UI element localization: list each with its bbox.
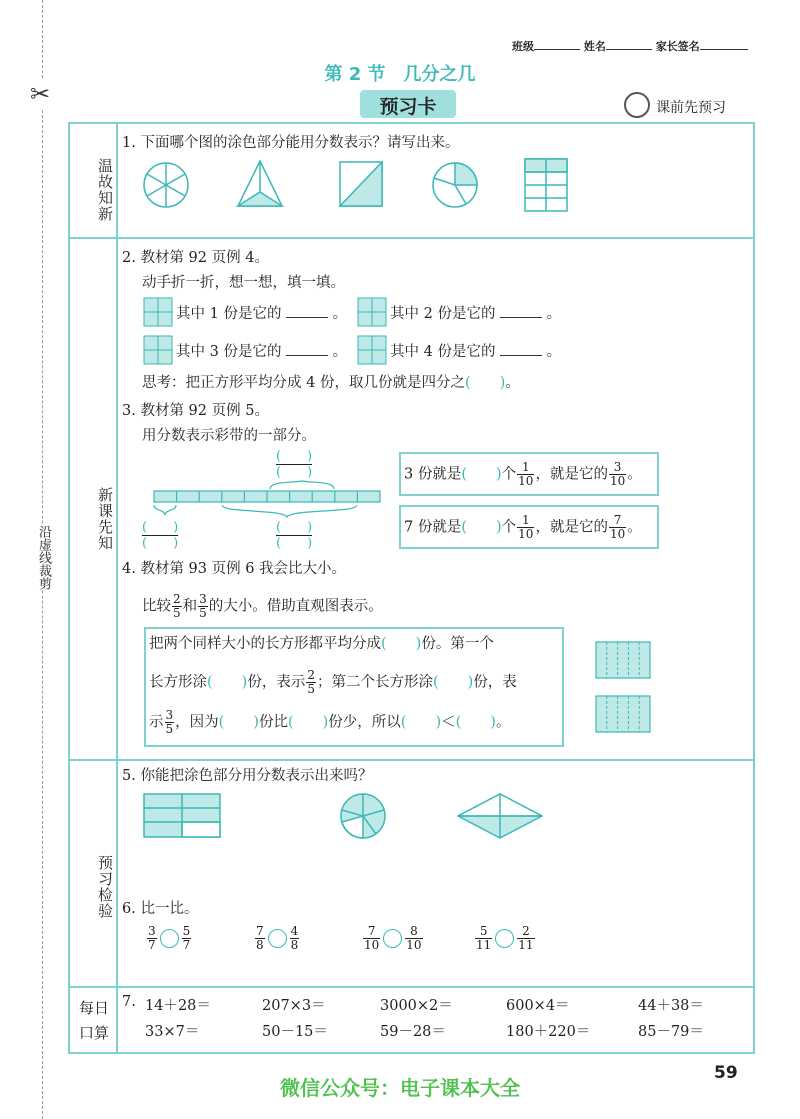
q4-l3-paren-4[interactable]: ( ) — [455, 714, 496, 731]
q4-l2-paren-2[interactable]: ( ) — [432, 674, 474, 691]
q4-l3-lt: ＜ — [441, 714, 456, 731]
q6-p4-circle[interactable] — [495, 929, 514, 948]
q4-f1: $\frac{2}{5}$ — [173, 592, 181, 620]
parent-sign-blank[interactable] — [700, 49, 748, 50]
q3-r2-unit: $\frac{1}{10}$ — [518, 513, 534, 541]
q6-p1-a: $\frac{3}{7}$ — [148, 924, 156, 952]
q2-b-text: 其中 2 份是它的 — [390, 306, 496, 322]
q6-p4-a: $\frac{5}{11}$ — [476, 924, 492, 952]
q4-l3-mid2: 份比 — [258, 714, 288, 731]
q3-row-1 — [404, 461, 642, 488]
q2-a-text: 其中 1 份是它的 — [176, 306, 282, 322]
q2-row-c — [176, 341, 347, 362]
q4-f2: $\frac{3}{5}$ — [199, 592, 207, 620]
q6-p3-b: $\frac{8}{10}$ — [406, 924, 422, 952]
q4-line-2 — [149, 669, 517, 696]
section-title: 第 2 节 几分之几 — [324, 64, 476, 85]
q1-circle-uneven — [433, 163, 477, 207]
calc-r1-1: 14＋28＝ — [145, 998, 211, 1014]
calc-r2-1: 33×7＝ — [145, 1024, 200, 1040]
q2-square-c — [143, 335, 173, 365]
calc-r1-2: 207×3＝ — [262, 998, 326, 1014]
q6-pair-2 — [254, 925, 300, 952]
name-label: 姓名 — [583, 40, 606, 53]
q4-l3-paren-3[interactable]: ( ) — [400, 714, 442, 731]
q2-a-period: 。 — [332, 306, 348, 322]
row-divider-2 — [70, 759, 753, 761]
calc-r2-5: 85－79＝ — [638, 1024, 704, 1040]
q6-p2-circle[interactable] — [268, 929, 287, 948]
q4-l2-paren-1[interactable]: ( ) — [207, 674, 248, 691]
calc-r2-2: 50－15＝ — [262, 1024, 328, 1040]
q4-l2-post: 份，表 — [473, 674, 517, 691]
scissors-icon: ✂ — [30, 80, 51, 108]
q3-r2-mid: 个 — [501, 519, 517, 536]
q3-paren-left — [142, 520, 178, 551]
q3-paren-mid — [276, 520, 312, 551]
q3-r2-end: 。 — [627, 519, 642, 536]
q1-triangle — [238, 161, 282, 206]
q3-paren-mid-n[interactable]: ( ) — [276, 520, 313, 535]
q1-shapes — [140, 156, 580, 216]
q1-grid-rect — [525, 159, 567, 211]
q2-instr: 动手折一折，想一想，填一填。 — [142, 275, 345, 291]
q4-l3-pre: 示 — [149, 714, 164, 731]
name-blank[interactable] — [606, 49, 652, 50]
q2-row-d — [390, 341, 561, 362]
q3-r2-frac: $\frac{7}{10}$ — [609, 513, 626, 541]
q2-d-blank[interactable] — [500, 341, 542, 356]
q3-paren-left-n[interactable]: ( ) — [142, 520, 179, 535]
q2-think — [142, 373, 520, 393]
q3-r1-post: ，就是它的 — [535, 466, 608, 483]
q4-rectangles — [594, 640, 652, 740]
q3-r1-unit: $\frac{1}{10}$ — [518, 460, 534, 488]
q3-r1-paren[interactable]: ( ) — [461, 466, 502, 483]
q4-l2-mid2: ；第二个长方形涂 — [316, 674, 433, 691]
q3-r2-pre: 7 份就是 — [404, 519, 462, 536]
q2-c-text: 其中 3 份是它的 — [176, 344, 282, 360]
q5-diamond — [458, 794, 542, 838]
q2-square-b — [357, 297, 387, 327]
q3-paren-mid-d[interactable]: ( ) — [276, 536, 313, 551]
q6-p2-a: $\frac{7}{8}$ — [256, 924, 264, 952]
q6-p3-a: $\frac{7}{10}$ — [364, 924, 380, 952]
row-divider-1 — [70, 237, 753, 239]
q2-d-period: 。 — [546, 344, 562, 360]
q2-c-period: 。 — [332, 344, 348, 360]
q7-label: 7. — [122, 994, 136, 1010]
section-divider — [116, 124, 118, 1052]
row-divider-3 — [70, 986, 753, 988]
q1-text: 1. 下面哪个图的涂色部分能用分数表示？请写出来。 — [122, 135, 460, 151]
q4-title: 4. 教材第 93 页例 6 我会比大小。 — [122, 561, 347, 577]
cut-instruction: 沿虚线裁剪 — [33, 525, 53, 590]
q2-row-a — [176, 303, 347, 324]
q3-paren-top — [276, 449, 312, 480]
class-blank[interactable] — [534, 49, 580, 50]
section-daily: 每日口算 — [78, 999, 109, 1042]
q4-l1-paren[interactable]: ( ) — [381, 636, 422, 652]
q6-pair-4 — [474, 925, 536, 952]
q4-l1-post: 份。第一个 — [421, 636, 494, 652]
q6-pair-3 — [362, 925, 424, 952]
q4-l2-mid: 份，表示 — [247, 674, 306, 691]
q5-text: 5. 你能把涂色部分用分数表示出来吗？ — [122, 768, 373, 784]
q4-l2-frac: $\frac{2}{5}$ — [307, 668, 315, 696]
q4-compare-pre: 比较 — [142, 598, 171, 615]
watermark: 微信公众号：电子课本大全 — [280, 1076, 520, 1100]
q2-square-d — [357, 335, 387, 365]
q3-row-2 — [404, 514, 642, 541]
calc-r2-4: 180＋220＝ — [506, 1024, 591, 1040]
q5-grid-rect — [144, 794, 220, 837]
q4-line-1 — [149, 634, 494, 654]
q2-row-b — [390, 303, 561, 324]
q2-title: 2. 教材第 92 页例 4。 — [122, 250, 269, 266]
q3-r1-end: 。 — [627, 466, 642, 483]
q4-l3-mid: ，因为 — [175, 714, 219, 731]
q4-l3-mid3: 份少，所以 — [328, 714, 401, 731]
q3-r1-frac: $\frac{3}{10}$ — [609, 460, 626, 488]
q6-p1-circle[interactable] — [160, 929, 179, 948]
q3-title: 3. 教材第 92 页例 5。 — [122, 403, 269, 419]
q3-r1-pre: 3 份就是 — [404, 466, 462, 483]
card-title: 预习卡 — [379, 96, 437, 118]
q2-c-blank[interactable] — [286, 341, 328, 356]
q4-line-3 — [149, 709, 510, 736]
q4-l1-pre: 把两个同样大小的长方形都平均分成 — [149, 636, 381, 652]
q6-p2-b: $\frac{4}{8}$ — [290, 924, 299, 952]
q1-square-diagonal — [340, 162, 382, 206]
q6-p4-b: $\frac{2}{11}$ — [518, 924, 534, 952]
calc-r1-5: 44＋38＝ — [638, 998, 704, 1014]
q4-compare — [142, 593, 383, 620]
page-number: 59 — [714, 1063, 738, 1083]
q2-think-paren[interactable]: ( ) — [464, 375, 506, 391]
q2-think-end: 。 — [505, 375, 520, 391]
q5-shapes — [142, 790, 602, 844]
section-new: 新课先知 — [96, 487, 114, 551]
section-check: 预习检验 — [96, 855, 114, 919]
header-fields — [512, 38, 748, 54]
q6-title: 6. 比一比。 — [122, 901, 199, 917]
class-label: 班级 — [512, 40, 534, 53]
q1-circle-six — [144, 163, 188, 207]
q3-paren-top-n[interactable]: ( ) — [276, 449, 313, 464]
q3-r2-post: ，就是它的 — [535, 519, 608, 536]
q4-l2-pre: 长方形涂 — [149, 674, 207, 691]
q5-circle — [341, 794, 385, 838]
q3-r1-mid: 个 — [501, 466, 517, 483]
q2-a-blank[interactable] — [286, 303, 328, 318]
calc-r1-4: 600×4＝ — [506, 998, 570, 1014]
preview-badge: 课前先预习 — [656, 100, 726, 116]
parent-sign-label: 家长签名 — [655, 40, 700, 53]
q3-instr: 用分数表示彩带的一部分。 — [142, 428, 316, 444]
q4-l3-end: 。 — [495, 714, 511, 731]
q4-compare-post: 的大小。借助直观图表示。 — [208, 598, 383, 615]
ribbon-diagram — [152, 477, 384, 519]
q6-p3-circle[interactable] — [383, 929, 402, 948]
calc-r1-3: 3000×2＝ — [380, 998, 453, 1014]
q6-p1-b: $\frac{5}{7}$ — [182, 924, 191, 952]
q4-compare-and: 和 — [182, 598, 198, 615]
q3-paren-left-d[interactable]: ( ) — [142, 536, 179, 551]
q3-paren-top-d[interactable]: ( ) — [276, 465, 313, 480]
calc-r2-3: 59－28＝ — [380, 1024, 446, 1040]
q6-pair-1 — [146, 925, 192, 952]
q2-square-a — [143, 297, 173, 327]
q2-b-blank[interactable] — [500, 303, 542, 318]
q3-r2-paren[interactable]: ( ) — [461, 519, 502, 536]
section-review: 温故知新 — [96, 157, 114, 222]
q2-b-period: 。 — [546, 306, 562, 322]
q2-d-text: 其中 4 份是它的 — [390, 344, 496, 360]
alarm-clock-icon — [624, 92, 650, 118]
q4-l3-paren-1[interactable]: ( ) — [218, 714, 259, 731]
q2-think-text: 思考：把正方形平均分成 4 份，取几份就是四分之 — [142, 375, 465, 391]
q4-l3-frac: $\frac{3}{5}$ — [165, 708, 174, 736]
q4-l3-paren-2[interactable]: ( ) — [287, 714, 329, 731]
